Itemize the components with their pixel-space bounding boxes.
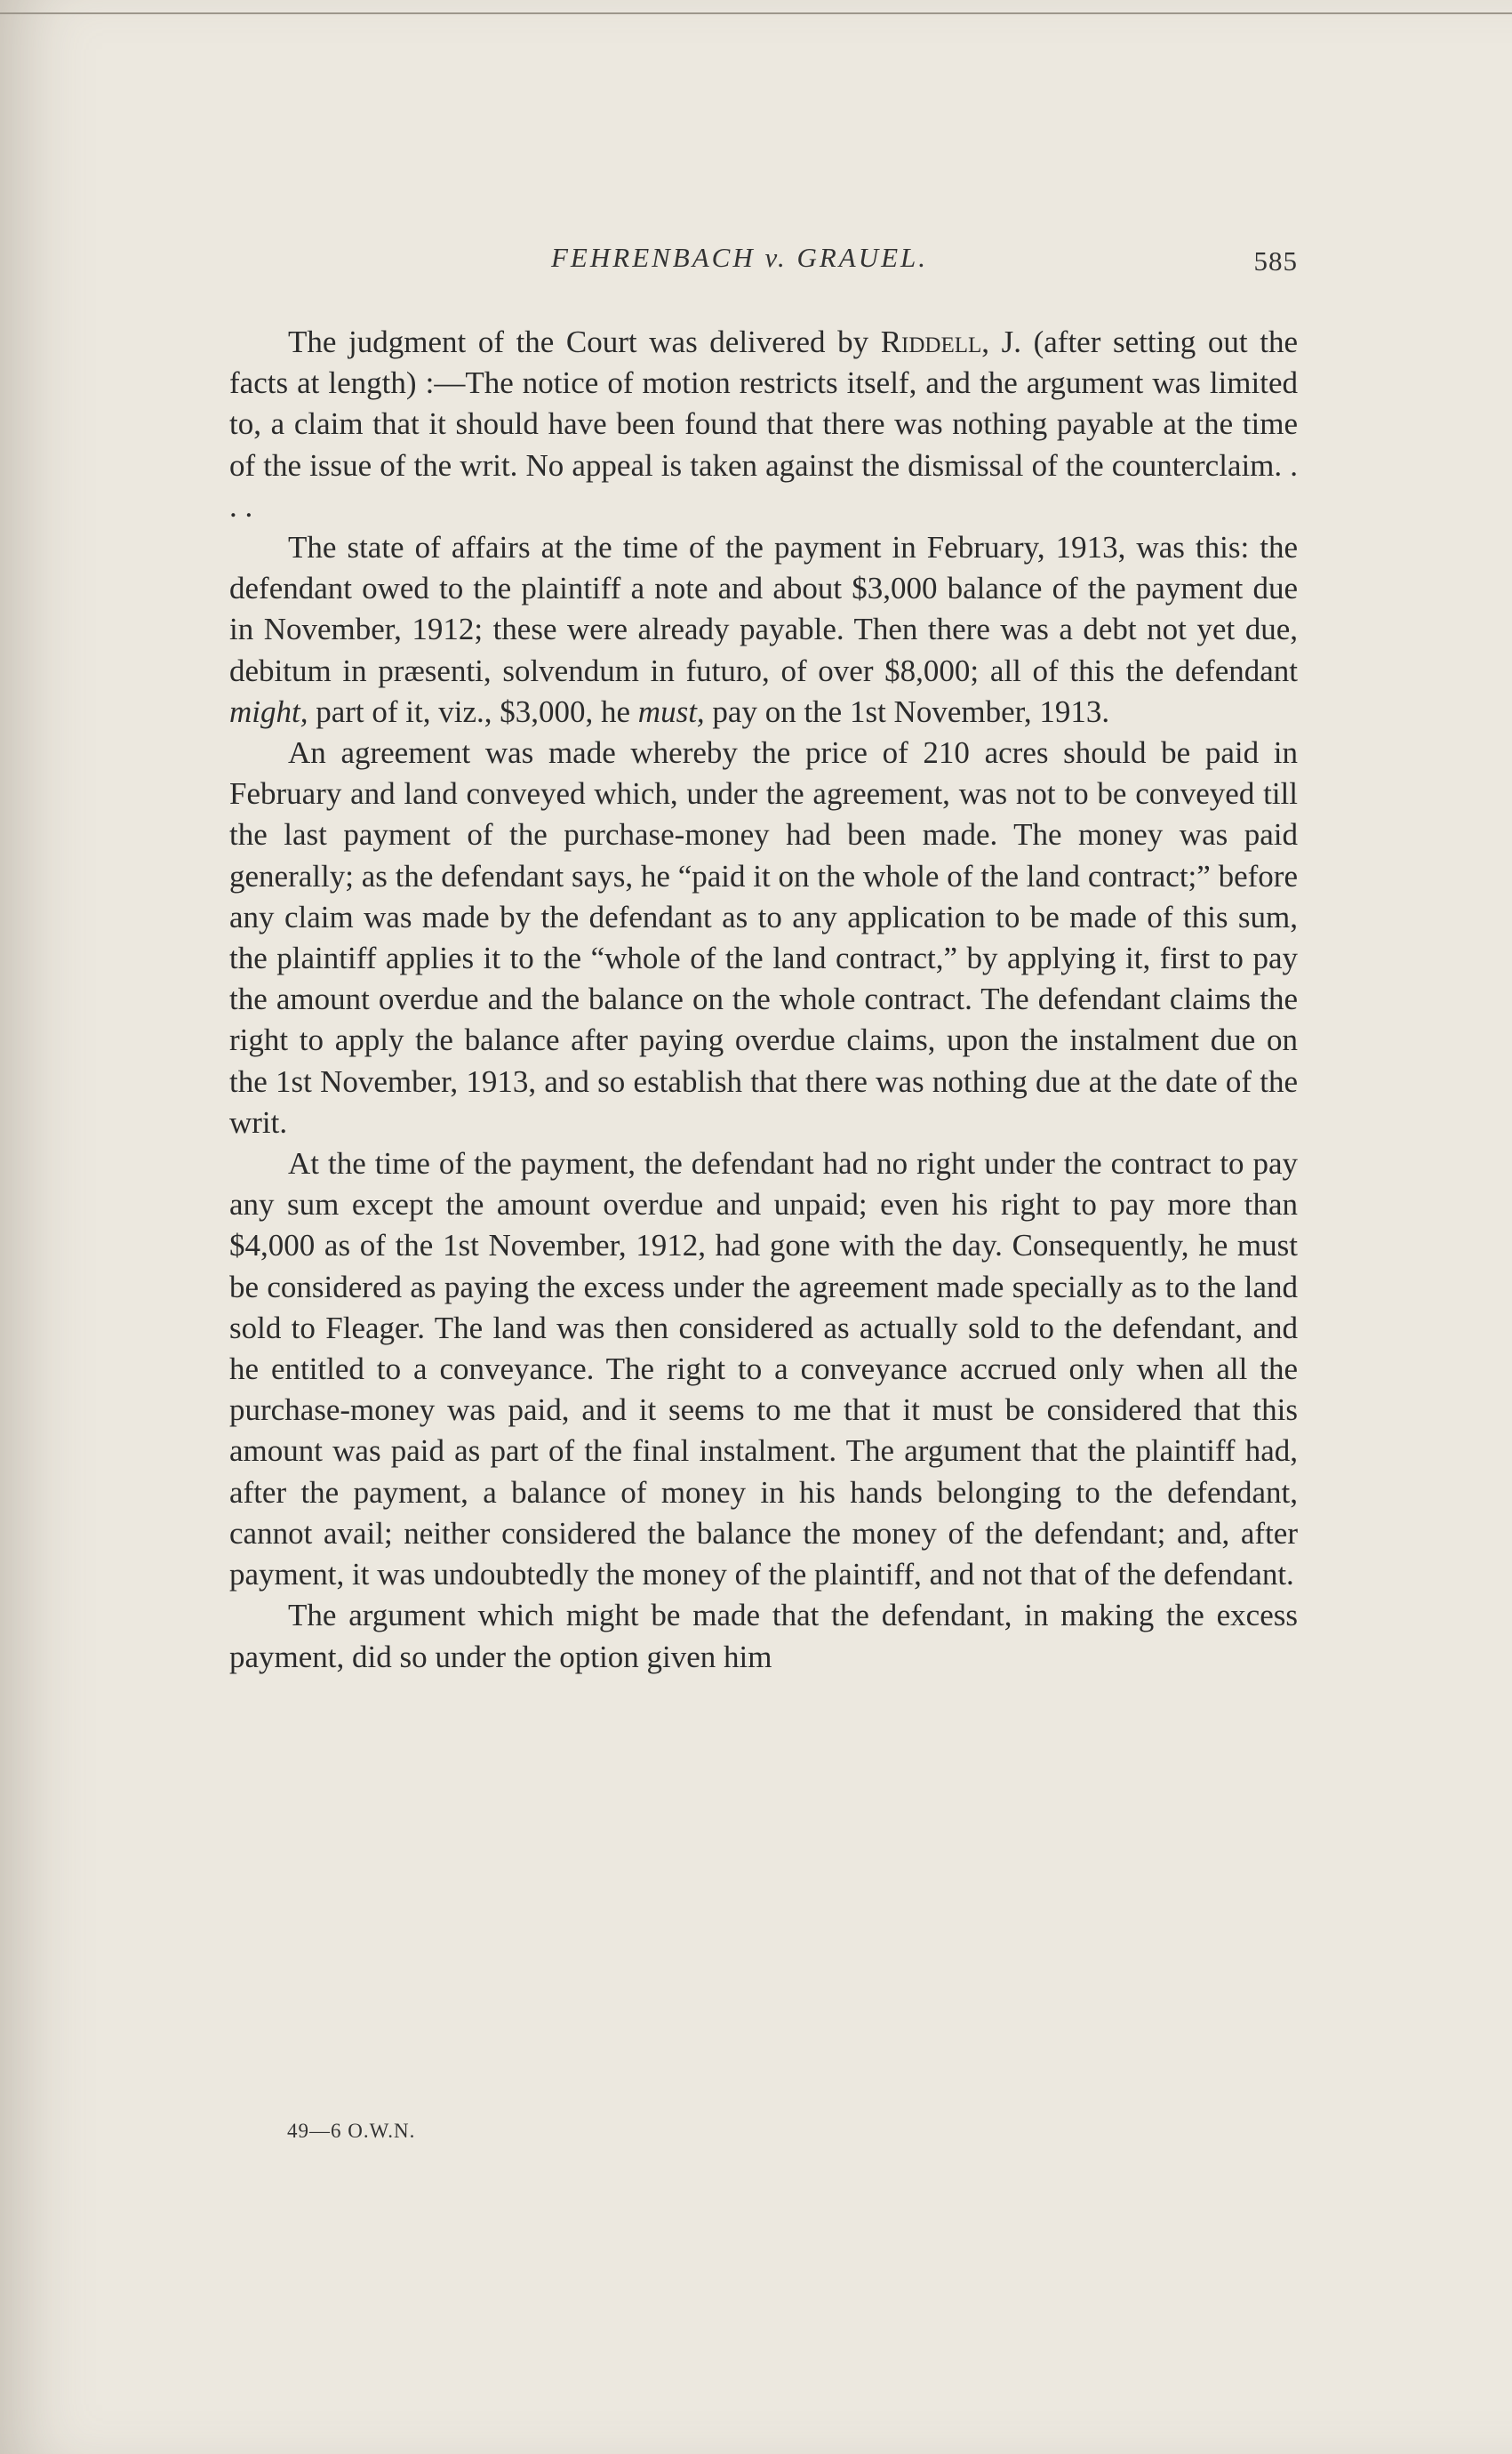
paragraph-5: The argument which might be made that the defendant, in making the excess payment, did so under the option given him (229, 1598, 1298, 1674)
emphasis-must: must, (637, 694, 705, 729)
paragraph-2-part-c: pay on the 1st November, 1913. (704, 694, 1110, 729)
paragraph-1 (229, 322, 1298, 527)
paragraph-4: At the time of the payment, the defendant had no right under the contract to pay any sum except the amount overdue and unpaid; even his right to pay more than $4,000 as of the 1st November, 1912, had gone with the day. Consequently, he must be considered as paying the excess under the agreement made specially as to the land sold to Fleager. The land was then considered as actually sold to the defendant, and he entitled to a conveyance. The right to a conveyance accrued only when all the purchase-money was paid, and it seems to me that it must be considered that this amount was paid as part of the final instalment. The argument that the plaintiff had, after the payment, a balance of money in his hands belonging to the defendant, cannot avail; neither considered the balance the money of the defendant; and, after payment, it was undoubtedly the money of the plaintiff, and not that of the defendant. (229, 1146, 1298, 1592)
paragraph-2-part-b: part of it, viz., $3,000, he (308, 694, 638, 729)
running-head (231, 242, 1298, 286)
paragraph-2-part-a: The state of affairs at the time of the payment in February, 1913, was this: the defendant owed to the plaintiff a note and about $3,000 balance of the payment due in November, 1912; these were already payable. Then there was a debt not yet due, debitum in præsenti, solvendum in futuro, of over $8,000; all of this the defendant (229, 530, 1298, 688)
judge-name: Riddell, J. (880, 325, 1022, 359)
body-text (229, 322, 1298, 1678)
paragraph-2 (229, 527, 1298, 733)
printer-signature: 49—6 O.W.N. (287, 2120, 416, 2142)
paragraph-1-intro: The judgment of the Court was delivered by (288, 325, 881, 359)
running-title: FEHRENBACH v. GRAUEL. (551, 242, 929, 273)
paragraph-3: An agreement was made whereby the price of 210 acres should be paid in February and land conveyed which, under the agreement, was not to be conveyed till the last payment of the purchase-money had been made. The money was paid generally; as the defendant says, he “paid it on the whole of the land contract;” before any claim was made by the defendant as to any application to be made of this sum, the plaintiff applies it to the “whole of the land contract,” by applying it, first to pay the amount overdue and the balance on the whole contract. The defendant claims the right to apply the balance after paying overdue claims, upon the instalment due on the 1st November, 1913, and so establish that there was nothing due at the date of the writ. (229, 735, 1298, 1140)
paragraph-1-rest: (after setting out the facts at length) :—The notice of motion restricts itself, and the argument was limited to, a claim that it should have been found that there was nothing payable at the time of the issue of the writ. No appeal is taken against the dismissal of the counterclaim. . . . (229, 325, 1298, 524)
top-edge-rule (0, 12, 1512, 14)
page-number: 585 (1253, 245, 1298, 277)
emphasis-might: might, (229, 694, 308, 729)
